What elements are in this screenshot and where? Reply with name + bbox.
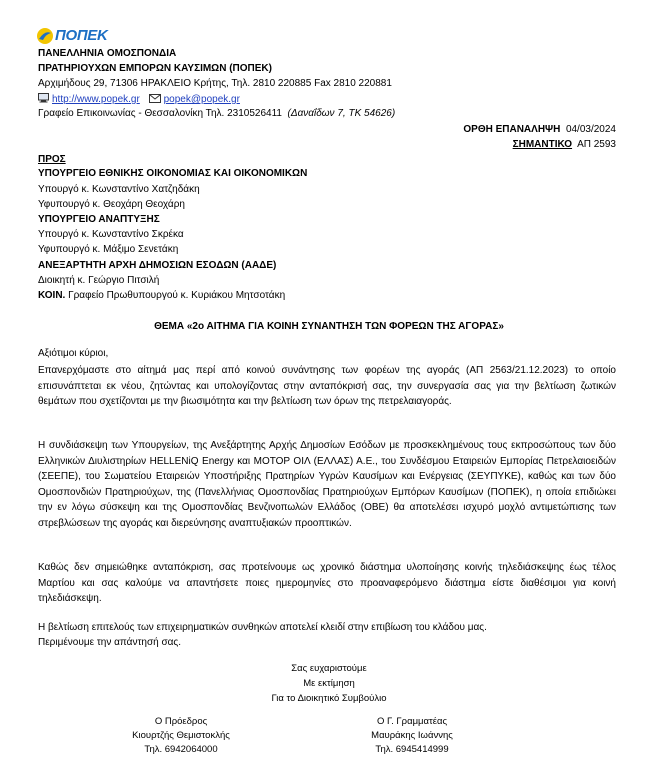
recipient-aade-head: Διοικητή κ. Γεώργιο Πιτσιλή (38, 275, 160, 286)
repeat-label: ΟΡΘΗ ΕΠΑΝΑΛΗΨΗ (463, 124, 561, 135)
website-link[interactable]: http://www.popek.gr (52, 94, 140, 105)
paragraph-4-line2: Περιμένουμε την απάντησή σας. (38, 637, 182, 648)
koin-recipient: Γραφείο Πρωθυπουργού κ. Κυριάκου Μητσοτάκη (65, 290, 286, 301)
email-link[interactable]: popek@popek.gr (163, 94, 240, 105)
org-name-line1: ΠΑΝΕΛΛΗΝΙΑ ΟΜΟΣΠΟΝΔΙΑ (38, 48, 177, 59)
org-name-line2: ΠΡΑΤΗΡΙΟΥΧΩΝ ΕΜΠΟΡΩΝ ΚΑΥΣΙΜΩΝ (ΠΟΠΕΚ) (38, 63, 272, 74)
paragraph-3: Καθώς δεν σημειώθηκε ανταπόκριση, σας προτείνουμε ως χρονικό διάστημα υλοποίησης κοινής τηλεδιάσκεψης έως τέλος Μαρτίου και σας καλούμε να απαντήσετε ποιες ημερομηνίες στο προαναφερόμενο διάστημα είστε διαθέσιμοι για κοινή τηλεδιάσκεψη. (38, 562, 616, 604)
authority-aade: ΑΝΕΞΑΡΤΗΤΗ ΑΡΧΗ ΔΗΜΟΣΙΩΝ ΕΣΟΔΩΝ (ΑΑΔΕ) (38, 260, 277, 271)
popek-logo (36, 26, 108, 46)
president-phone: Τηλ. 6942064000 (144, 744, 218, 755)
subject-line: ΘΕΜΑ «2ο ΑΙΤΗΜΑ ΓΙΑ ΚΟΙΝΗ ΣΥΝΑΝΤΗΣΗ ΤΩΝ ΦΟΡΕΩΝ ΤΗΣ ΑΓΟΡΑΣ» (154, 321, 504, 332)
important-line (513, 139, 616, 152)
closing-thanks: Σας ευχαριστούμε (291, 663, 367, 674)
repeat-line (463, 124, 616, 137)
ministry-economy: ΥΠΟΥΡΓΕΙΟ ΕΘΝΙΚΗΣ ΟΙΚΟΝΟΜΙΑΣ ΚΑΙ ΟΙΚΟΝΟΜΙΚΩΝ (38, 168, 308, 179)
president-name: Κιουρτζής Θεμιστοκλής (132, 730, 230, 741)
recipient-deputy-development: Υφυπουργό κ. Μάξιμο Σενετάκη (38, 244, 179, 255)
koin-label: ΚΟΙΝ. (38, 290, 66, 301)
closing-board: Για το Διοικητικό Συμβούλιο (271, 693, 387, 704)
koin-line (38, 290, 285, 303)
office-address: (Δαναΐδων 7, ΤΚ 54626) (287, 108, 396, 119)
contact-line (38, 93, 240, 107)
envelope-icon (149, 94, 161, 103)
org-address: Αρχιμήδους 29, 71306 ΗΡΑΚΛΕΙΟ Κρήτης, Τηλ. 2810 220885 Fax 2810 220881 (38, 78, 392, 89)
paragraph-1: Επανερχόμαστε στο αίτημά μας περί από κοινού συνάντησης των φορέων της αγοράς (ΑΠ 2563/21.12.2023) το οποίο επισυνάπτεται εκ νέου, ζητώντας και υπολογίζοντας στην ανταπόκρισή σας, την συνεργασία σας για την βελτίωση ζωτικών θεμάτων που σχετίζονται με την βιωσιμότητα και την βελτίωση των όρων της πετρελαιαγοράς. (38, 365, 616, 407)
closing-regards: Με εκτίμηση (303, 678, 355, 689)
ministry-development: ΥΠΟΥΡΓΕΙΟ ΑΝΑΠΤΥΞΗΣ (38, 214, 160, 225)
paragraph-2: Η συνδιάσκεψη των Υπουργείων, της Ανεξάρτητης Αρχής Δημοσίων Εσόδων με προσκεκλημένους τους εκπροσώπους των δύο Ελληνικών Διυλιστηρίων HELLENiQ Energy και ΜΟΤΟΡ ΟΙΛ (ΕΛΛΑΣ) Α.Ε., του Συνδέσμου Εταιρειών Εμπορίας Πετρελαιοειδών (ΣΕΕΠΕ), του Σωματείου Εταιρειών Υποστήριξης Πρατηρίων Υγρών Καυσίμων και Ενέργειας (ΣΕΥΠΥΚΕ), καθώς και των δύο Ομοσπονδιών Πρατηριούχων, της (Πανελλήνιας Ομοσπονδίας Πρατηριούχων Εμπόρων Καυσίμων (ΠΟΠΕΚ), η οποία επιδιώκει την εν λόγω σύσκεψη και της Ομοσπονδίας Βενζινοπωλών Ελλάδος (ΟΒΕ) θα αποτελέσει ισχυρό μοχλό αντιμετώπισης των στρεβλώσεων της αγοράς και διερεύνησης αναπτυξιακών προοπτικών. (38, 440, 616, 529)
popek-logo-icon (36, 27, 54, 45)
to-label: ΠΡΟΣ (38, 154, 66, 165)
protocol-number: ΑΠ 2593 (577, 139, 616, 150)
office-contact: Γραφείο Επικοινωνίας - Θεσσαλονίκη Τηλ. 2310526411 (38, 108, 282, 119)
secretary-title: Ο Γ. Γραμματέας (376, 716, 448, 727)
recipient-minister-development: Υπουργό κ. Κωνσταντίνο Σκρέκα (38, 229, 184, 240)
president-title: Ο Πρόεδρος (154, 716, 208, 727)
greeting: Αξιότιμοι κύριοι, (38, 348, 109, 359)
office-line (38, 108, 395, 121)
recipient-deputy-economy: Υφυπουργό κ. Θεοχάρη Θεοχάρη (38, 199, 185, 210)
logo-text: ΠΟΠΕΚ (55, 26, 108, 44)
secretary-name: Μαυράκης Ιωάννης (371, 730, 453, 741)
secretary-phone: Τηλ. 6945414999 (375, 744, 449, 755)
letter-date: 04/03/2024 (565, 124, 616, 135)
computer-icon (38, 93, 49, 103)
paragraph-4-line1: Η βελτίωση επιτελούς των επιχειρηματικών συνθηκών αποτελεί κλειδί στην επιβίωση του κλάδου μας. (38, 622, 487, 633)
important-label: ΣΗΜΑΝΤΙΚΟ (512, 139, 573, 150)
recipient-minister-economy: Υπουργό κ. Κωνσταντίνο Χατζηδάκη (38, 184, 200, 195)
